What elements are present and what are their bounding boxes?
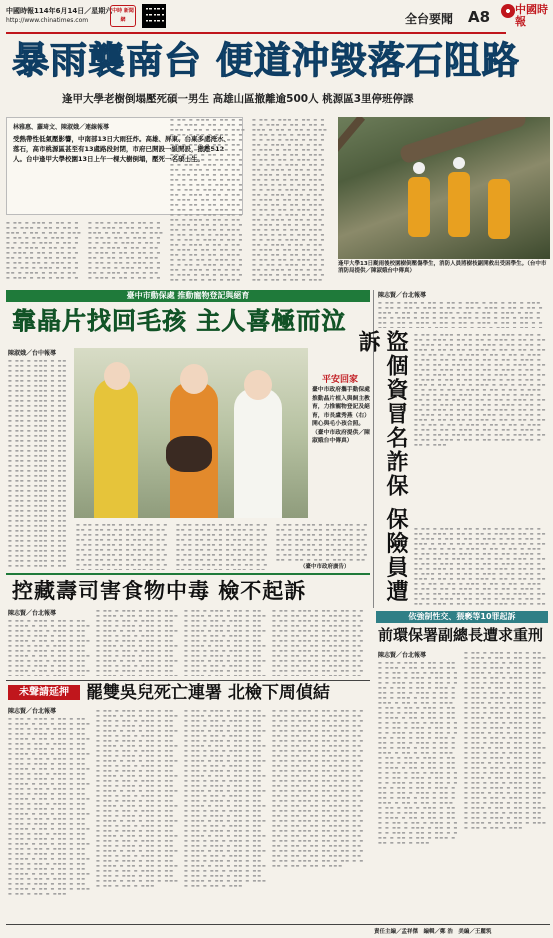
lead-body-col-2	[88, 220, 166, 282]
sushi-body-col-2	[96, 608, 180, 676]
lead-subheadline: 逢甲大學老樹倒塌壓死碩一男生 高雄山區撤離逾500人 桃源區3里停班停課	[62, 93, 414, 105]
pet-photo	[74, 348, 308, 518]
page-number: A8	[468, 8, 491, 26]
lead-headline: 暴雨襲南台 便道沖毀落石阻路	[12, 38, 520, 82]
pet-body-left	[8, 358, 72, 570]
fraud-body-col-1	[414, 332, 548, 522]
murder-body-col-3	[184, 708, 268, 920]
section-label: 全台要聞	[405, 12, 454, 26]
murder-body-col-1	[8, 716, 92, 920]
insurance-body-col-2	[464, 650, 548, 920]
fraud-headline: 盜個資冒名詐保 保險員遭訴	[355, 330, 409, 604]
sushi-body-col-1	[8, 618, 92, 676]
logo-text: 中國時報	[515, 3, 548, 28]
pet-body-col-4	[276, 522, 370, 562]
pet-banner: 臺中市動保處 推動寵物登記與絕育	[6, 290, 370, 302]
lead-body-col-4	[252, 117, 330, 282]
pet-sign: 平安回家	[321, 375, 358, 385]
small-logo	[110, 5, 136, 27]
masthead	[0, 0, 553, 36]
sushi-headline: 控藏壽司害食物中毒 檢不起訴	[12, 578, 307, 603]
lead-photo	[338, 117, 550, 259]
lead-body-col-3	[170, 117, 248, 282]
lead-body-col-1	[6, 220, 84, 282]
masthead-url[interactable]: http://www.chinatimes.com	[6, 17, 89, 24]
fraud-byline: 陳志賢／台北報導	[378, 292, 427, 299]
pet-byline: 陳淑娥／台中報導	[8, 350, 57, 357]
insurance-body-col-1	[378, 660, 460, 920]
masthead-rule	[6, 32, 506, 34]
pet-headline: 靠晶片找回毛孩 主人喜極而泣	[12, 306, 347, 335]
fraud-body-col-2	[414, 526, 548, 606]
murder-tag: 未聲請延押	[8, 685, 80, 700]
sushi-byline: 陳志賢／台北報導	[8, 610, 57, 617]
lead-photo-caption: 逢甲大學13日颱雨後校園樹倒壓傷學生，消防人員將樹枝鋸開救出受困學生。（台中市消防局提供／陳淑娥台中傳真）	[338, 261, 547, 274]
insurance-banner: 依強制性交、猥褻等10罪起訴	[376, 611, 548, 623]
murder-headline: 罷雙吳兒死亡連署 北檢下周偵結	[86, 683, 330, 703]
pet-ad-footer: （臺中市政府廣告）	[300, 564, 350, 570]
masthead-date: 中國時報114年6月14日／星期六	[6, 7, 113, 15]
lead-summary: 受熱帶性低氣壓影響，中南部13日大雨狂炸。高雄、屏東、台東多處淹水、落石，高市桃源區甚至有13處路段封閉，市府已開設一級開設，撤離512人。台中逢甲大學校園13日上午一棵大樹倒塌，壓死一名碩士生。	[13, 135, 231, 163]
logo-flower-icon	[501, 4, 515, 18]
qr-code-icon[interactable]	[142, 4, 166, 28]
pet-photo-caption: 臺中市政府攜手動保處推動晶片植入與飼主教育，力推寵物登記及絕育，市長盧秀燕（右）開心與毛小孩合照。（臺中市政府提供／陳淑娥台中傳真）	[312, 387, 370, 444]
fraud-body-top	[378, 300, 548, 328]
small-logo-text: 中時 新聞網	[112, 8, 134, 23]
pet-body-col-3	[176, 522, 272, 570]
sushi-body-col-4	[272, 608, 368, 676]
lead-byline: 林雅惠、蘿琦文、陳淑娥／連線報導	[13, 124, 110, 131]
footer-rule	[6, 924, 550, 925]
footer-credits: 責任主編／孟祥傑 編輯／鄭 浩 美編／王麗筑	[374, 929, 492, 935]
murder-byline: 陳志賢／台北報導	[8, 708, 57, 715]
pet-story-bottom-rule	[6, 573, 370, 575]
murder-body-col-2	[96, 708, 180, 920]
sushi-body-col-3	[184, 608, 268, 676]
pet-body-col-2	[76, 522, 172, 570]
insurance-headline: 前環保署副總長遭求重刑	[378, 626, 544, 644]
murder-body-col-4	[272, 708, 368, 920]
insurance-byline: 陳志賢／台北報導	[378, 652, 427, 659]
